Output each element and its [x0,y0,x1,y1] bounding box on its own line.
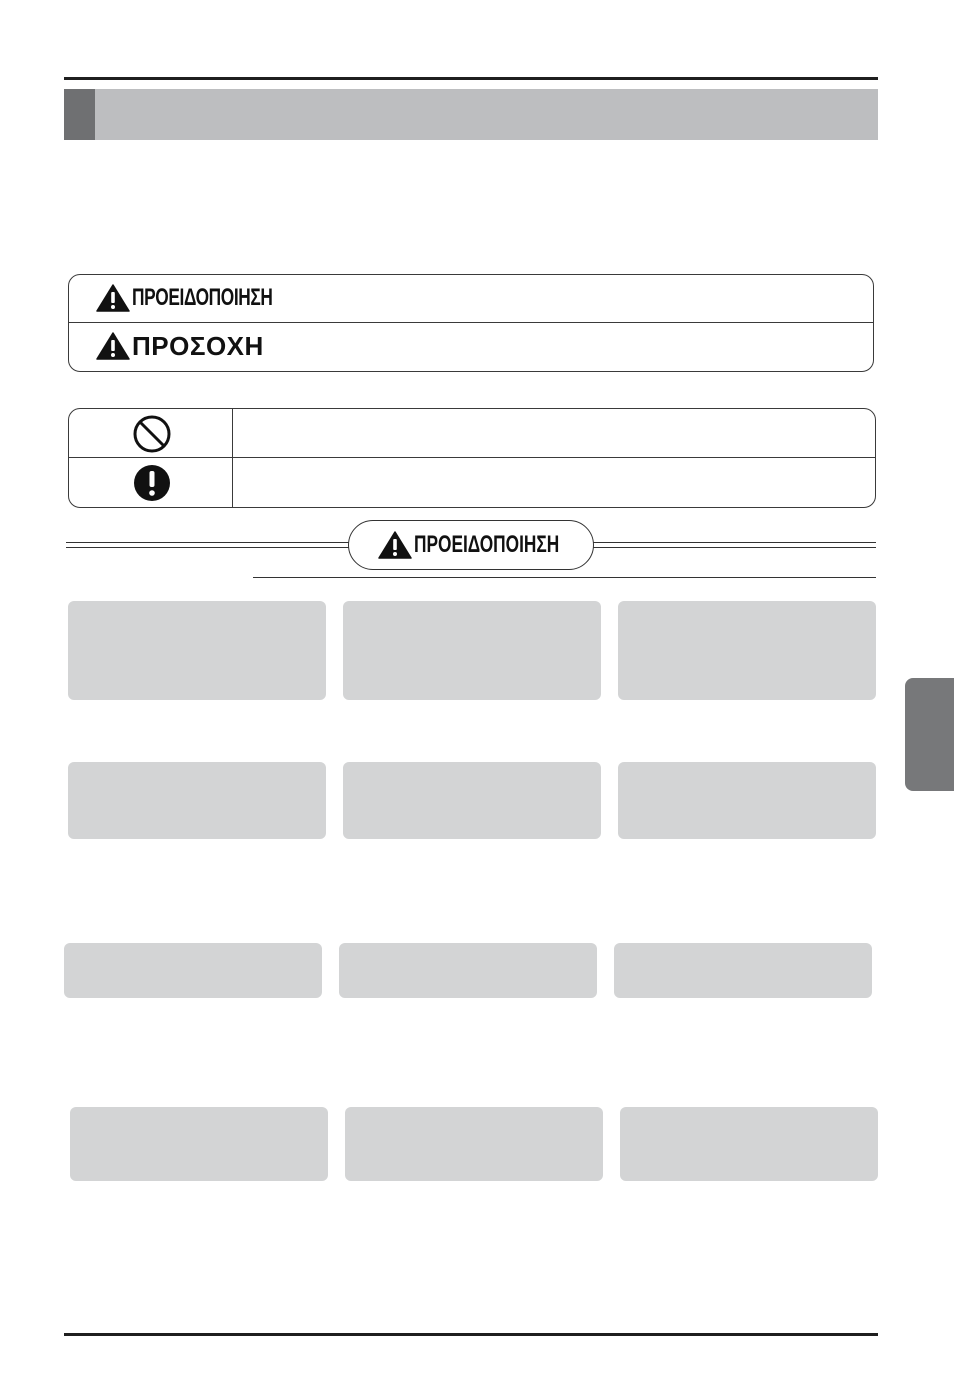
legend-warning-label: ΠΡΟΕΙΔΟΠΟΙΗΣΗ [132,284,273,311]
illustration-box [339,943,597,998]
illustration-box [343,601,601,700]
illustration-box [620,1107,878,1181]
section-title-bar [64,89,878,140]
section-header-line-left [66,542,350,548]
section-subrule [253,577,876,578]
section-header-warning [348,520,594,570]
legend-divider [69,322,874,323]
legend-caution-row [96,330,264,362]
legend-caution-label: ΠΡΟΣΟΧΗ [132,330,264,361]
illustration-box [64,943,322,998]
illustration-box [343,762,601,839]
symbol-legend [68,408,876,508]
legend-warning-row [96,282,327,314]
illustration-box [68,601,326,700]
symbol-legend-divider [69,457,875,458]
exclamation-circle-icon [132,463,172,503]
warning-triangle-icon [96,332,130,360]
bottom-rule [64,1333,878,1336]
symbol-legend-column-divider [232,409,233,507]
section-header-label: ΠΡΟΕΙΔΟΠΟΙΗΣΗ [414,531,560,558]
illustration-box [618,601,876,700]
section-header-line-right [592,542,876,548]
illustration-box [68,762,326,839]
top-rule [64,77,878,80]
illustration-box [614,943,872,998]
prohibition-circle-icon [132,414,172,454]
warning-triangle-icon [378,531,412,559]
section-title-marker [64,89,95,140]
warning-triangle-icon [96,284,130,312]
illustration-box [618,762,876,839]
illustration-box [70,1107,328,1181]
illustration-box [345,1107,603,1181]
chapter-side-tab[interactable] [905,678,954,791]
